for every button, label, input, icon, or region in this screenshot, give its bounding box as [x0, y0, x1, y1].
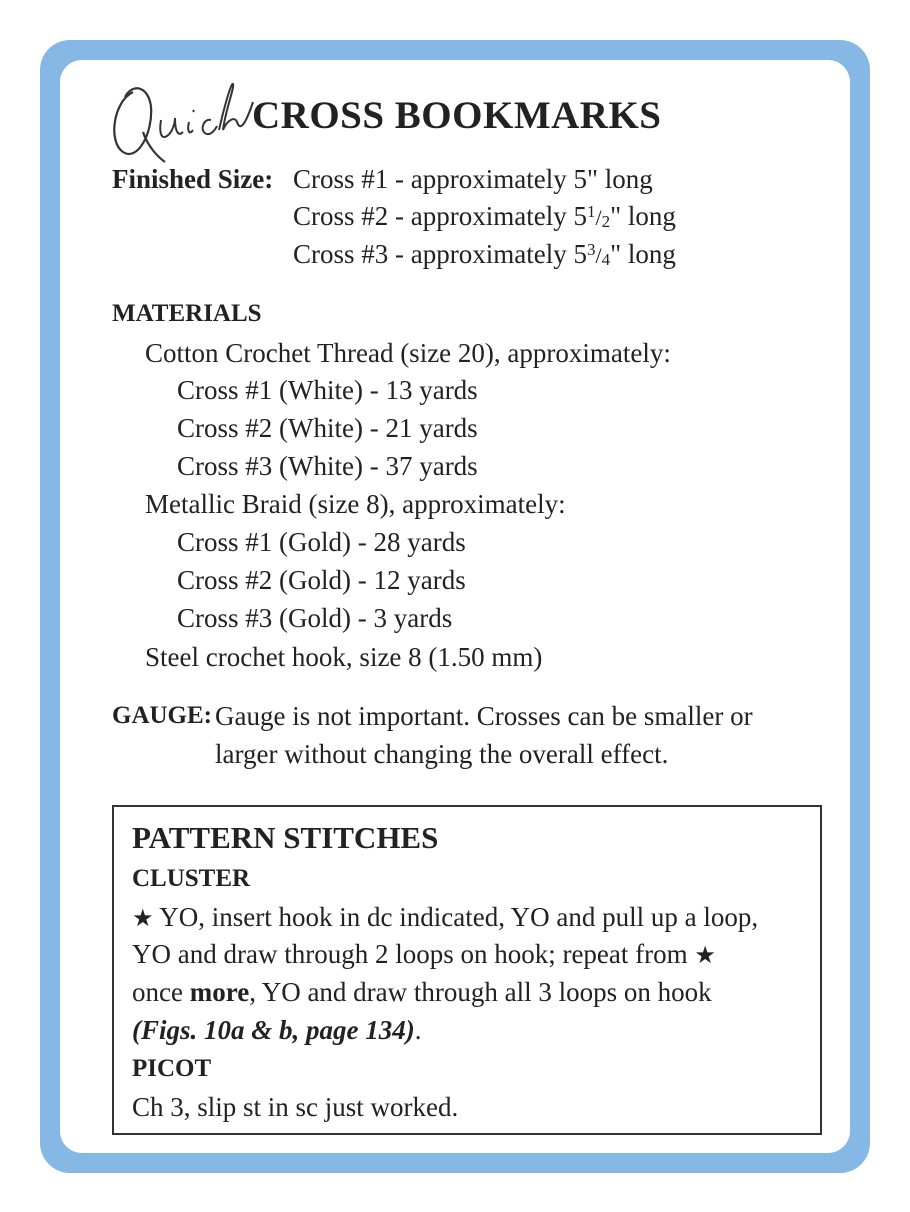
- materials-heading: MATERIALS: [112, 300, 262, 327]
- picot-text: Ch 3, slip st in sc just worked.: [132, 1092, 459, 1122]
- cluster-line-4: [132, 1017, 422, 1044]
- cluster-line-1: [132, 904, 758, 931]
- page-title: CROSS BOOKMARKS: [252, 94, 662, 137]
- fraction-denominator: 2: [601, 212, 611, 231]
- materials-thread: Cotton Crochet Thread (size 20), approximately:: [145, 338, 671, 368]
- materials-braid: Metallic Braid (size 8), approximately:: [145, 489, 566, 519]
- picot-heading: PICOT: [132, 1055, 212, 1082]
- gauge-line-2: larger without changing the overall effect.: [215, 739, 669, 769]
- finished-size-line-3: Cross #3 - approximately $5^3/4$" long: [293, 239, 676, 269]
- finished-size-line-1: Cross #1 - approximately 5" long: [293, 164, 653, 194]
- thread-item-2: Cross #2 (White) - 21 yards: [177, 413, 478, 443]
- cluster-line-3: [132, 979, 712, 1006]
- thread-item-3: Cross #3 (White) - 37 yards: [177, 451, 478, 481]
- finished-size-line-2: Cross #2 - approximately $5^1/2$" long: [293, 201, 676, 231]
- cluster-line-2-text: YO and draw through 2 loops on hook; repeat from: [132, 939, 695, 969]
- quick-script-logo: [103, 72, 263, 172]
- figure-reference: (Figs. 10a & b, page 134): [132, 1015, 415, 1045]
- cluster-heading: CLUSTER: [132, 865, 251, 892]
- star-icon: ★: [694, 943, 716, 969]
- braid-item-2: Cross #2 (Gold) - 12 yards: [177, 565, 466, 595]
- materials-hook: Steel crochet hook, size 8 (1.50 mm): [145, 642, 543, 672]
- quick-script-icon: [103, 72, 263, 172]
- fraction-suffix: " long: [610, 239, 676, 269]
- star-icon: ★: [132, 906, 154, 932]
- thread-item-1: Cross #1 (White) - 13 yards: [177, 375, 478, 405]
- fraction-numerator: 1: [586, 202, 596, 221]
- cluster-line-3-b: , YO and draw through all 3 loops on hook: [249, 977, 712, 1007]
- cluster-line-3-a: once: [132, 977, 190, 1007]
- finished-size-line-2-text: Cross #2 - approximately 5: [293, 201, 587, 231]
- finished-size-line-3-text: Cross #3 - approximately 5: [293, 239, 587, 269]
- fraction-denominator: 4: [601, 250, 611, 269]
- cluster-line-3-bold: more: [189, 977, 250, 1007]
- pattern-stitches-heading: PATTERN STITCHES: [132, 820, 439, 855]
- cluster-line-1-text: YO, insert hook in dc indicated, YO and pull up a loop,: [153, 902, 759, 932]
- finished-size-label: Finished Size:: [112, 164, 274, 194]
- braid-item-3: Cross #3 (Gold) - 3 yards: [177, 603, 453, 633]
- fraction-numerator: 3: [586, 240, 596, 259]
- gauge-label: GAUGE:: [112, 702, 212, 729]
- braid-item-1: Cross #1 (Gold) - 28 yards: [177, 527, 466, 557]
- cluster-line-4-end: .: [414, 1015, 422, 1045]
- gauge-line-1: Gauge is not important. Crosses can be smaller or: [215, 701, 753, 731]
- fraction-suffix: " long: [610, 201, 676, 231]
- cluster-line-2: [132, 941, 716, 968]
